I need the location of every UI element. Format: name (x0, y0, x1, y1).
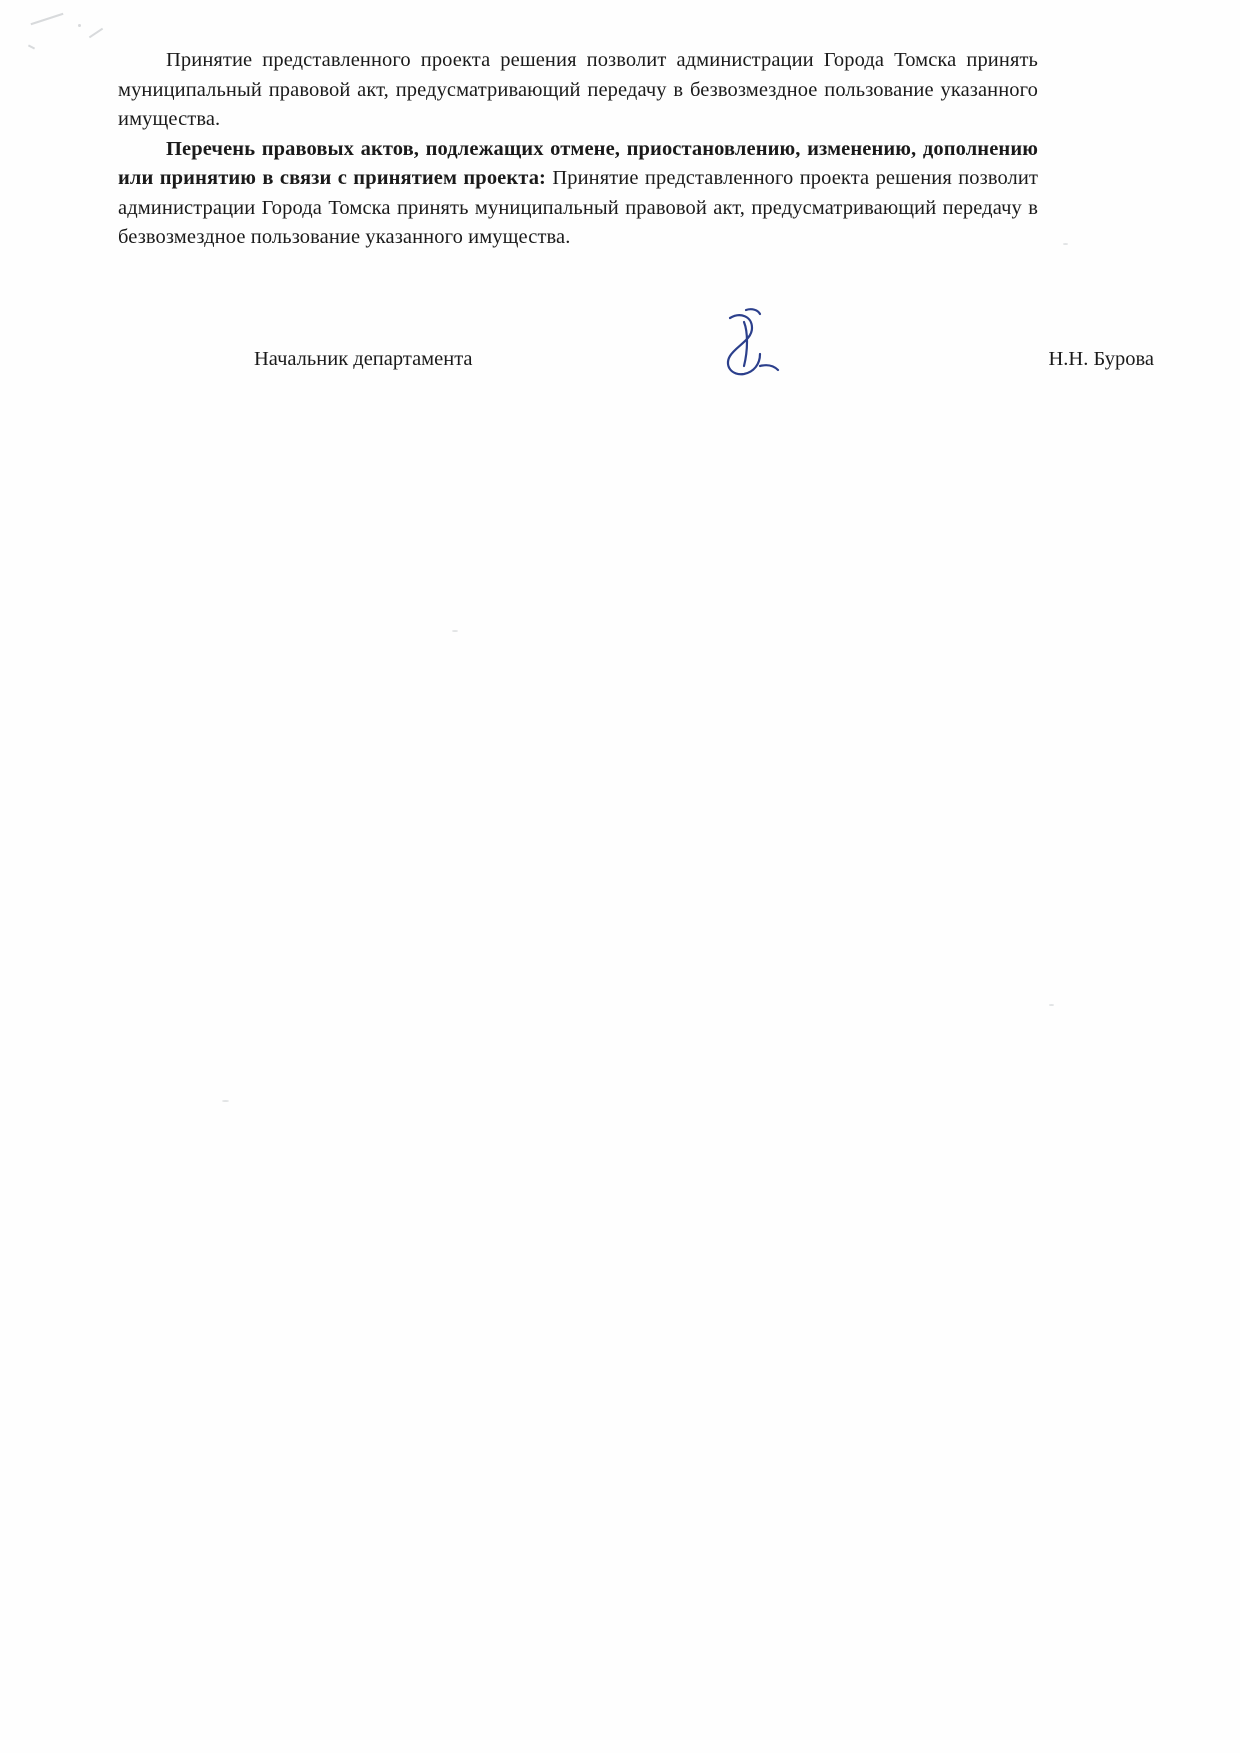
scan-artifact (28, 44, 35, 49)
scan-artifact (222, 1100, 229, 1102)
scan-artifact (1063, 243, 1068, 245)
signatory-name: Н.Н. Бурова (1048, 348, 1154, 370)
scan-artifact (31, 13, 64, 25)
paragraph-intro-text: Принятие представленного проекта решения позволит администрации Города Томска принять муниципальный правовой акт, предусматривающий передачу в безвозмездное пользование указанного имущества. (118, 49, 1038, 130)
paragraph-legal-acts-text: Принятие представленного проекта решения позволит администрации Города Томска принять муниципальный правовой акт, предусматривающий передачу в безвозмездное пользование указанного имущества. (118, 167, 1039, 248)
scan-artifact (89, 28, 103, 39)
paragraph-legal-acts (118, 135, 1038, 253)
paragraph-intro (118, 46, 1038, 135)
handwritten-signature-icon (706, 304, 816, 394)
scan-artifact (452, 630, 458, 632)
signatory-title: Начальник департамента (254, 348, 473, 370)
scan-artifact (1049, 1004, 1054, 1006)
document-body (118, 46, 1154, 370)
signature-block (236, 344, 1156, 384)
paragraph-legal-acts-heading: Перечень правовых актов, подлежащих отмене, приостановлению, изменению, дополнению или принятию в связи с принятием проекта: (118, 137, 1038, 189)
scan-artifact (78, 24, 81, 27)
